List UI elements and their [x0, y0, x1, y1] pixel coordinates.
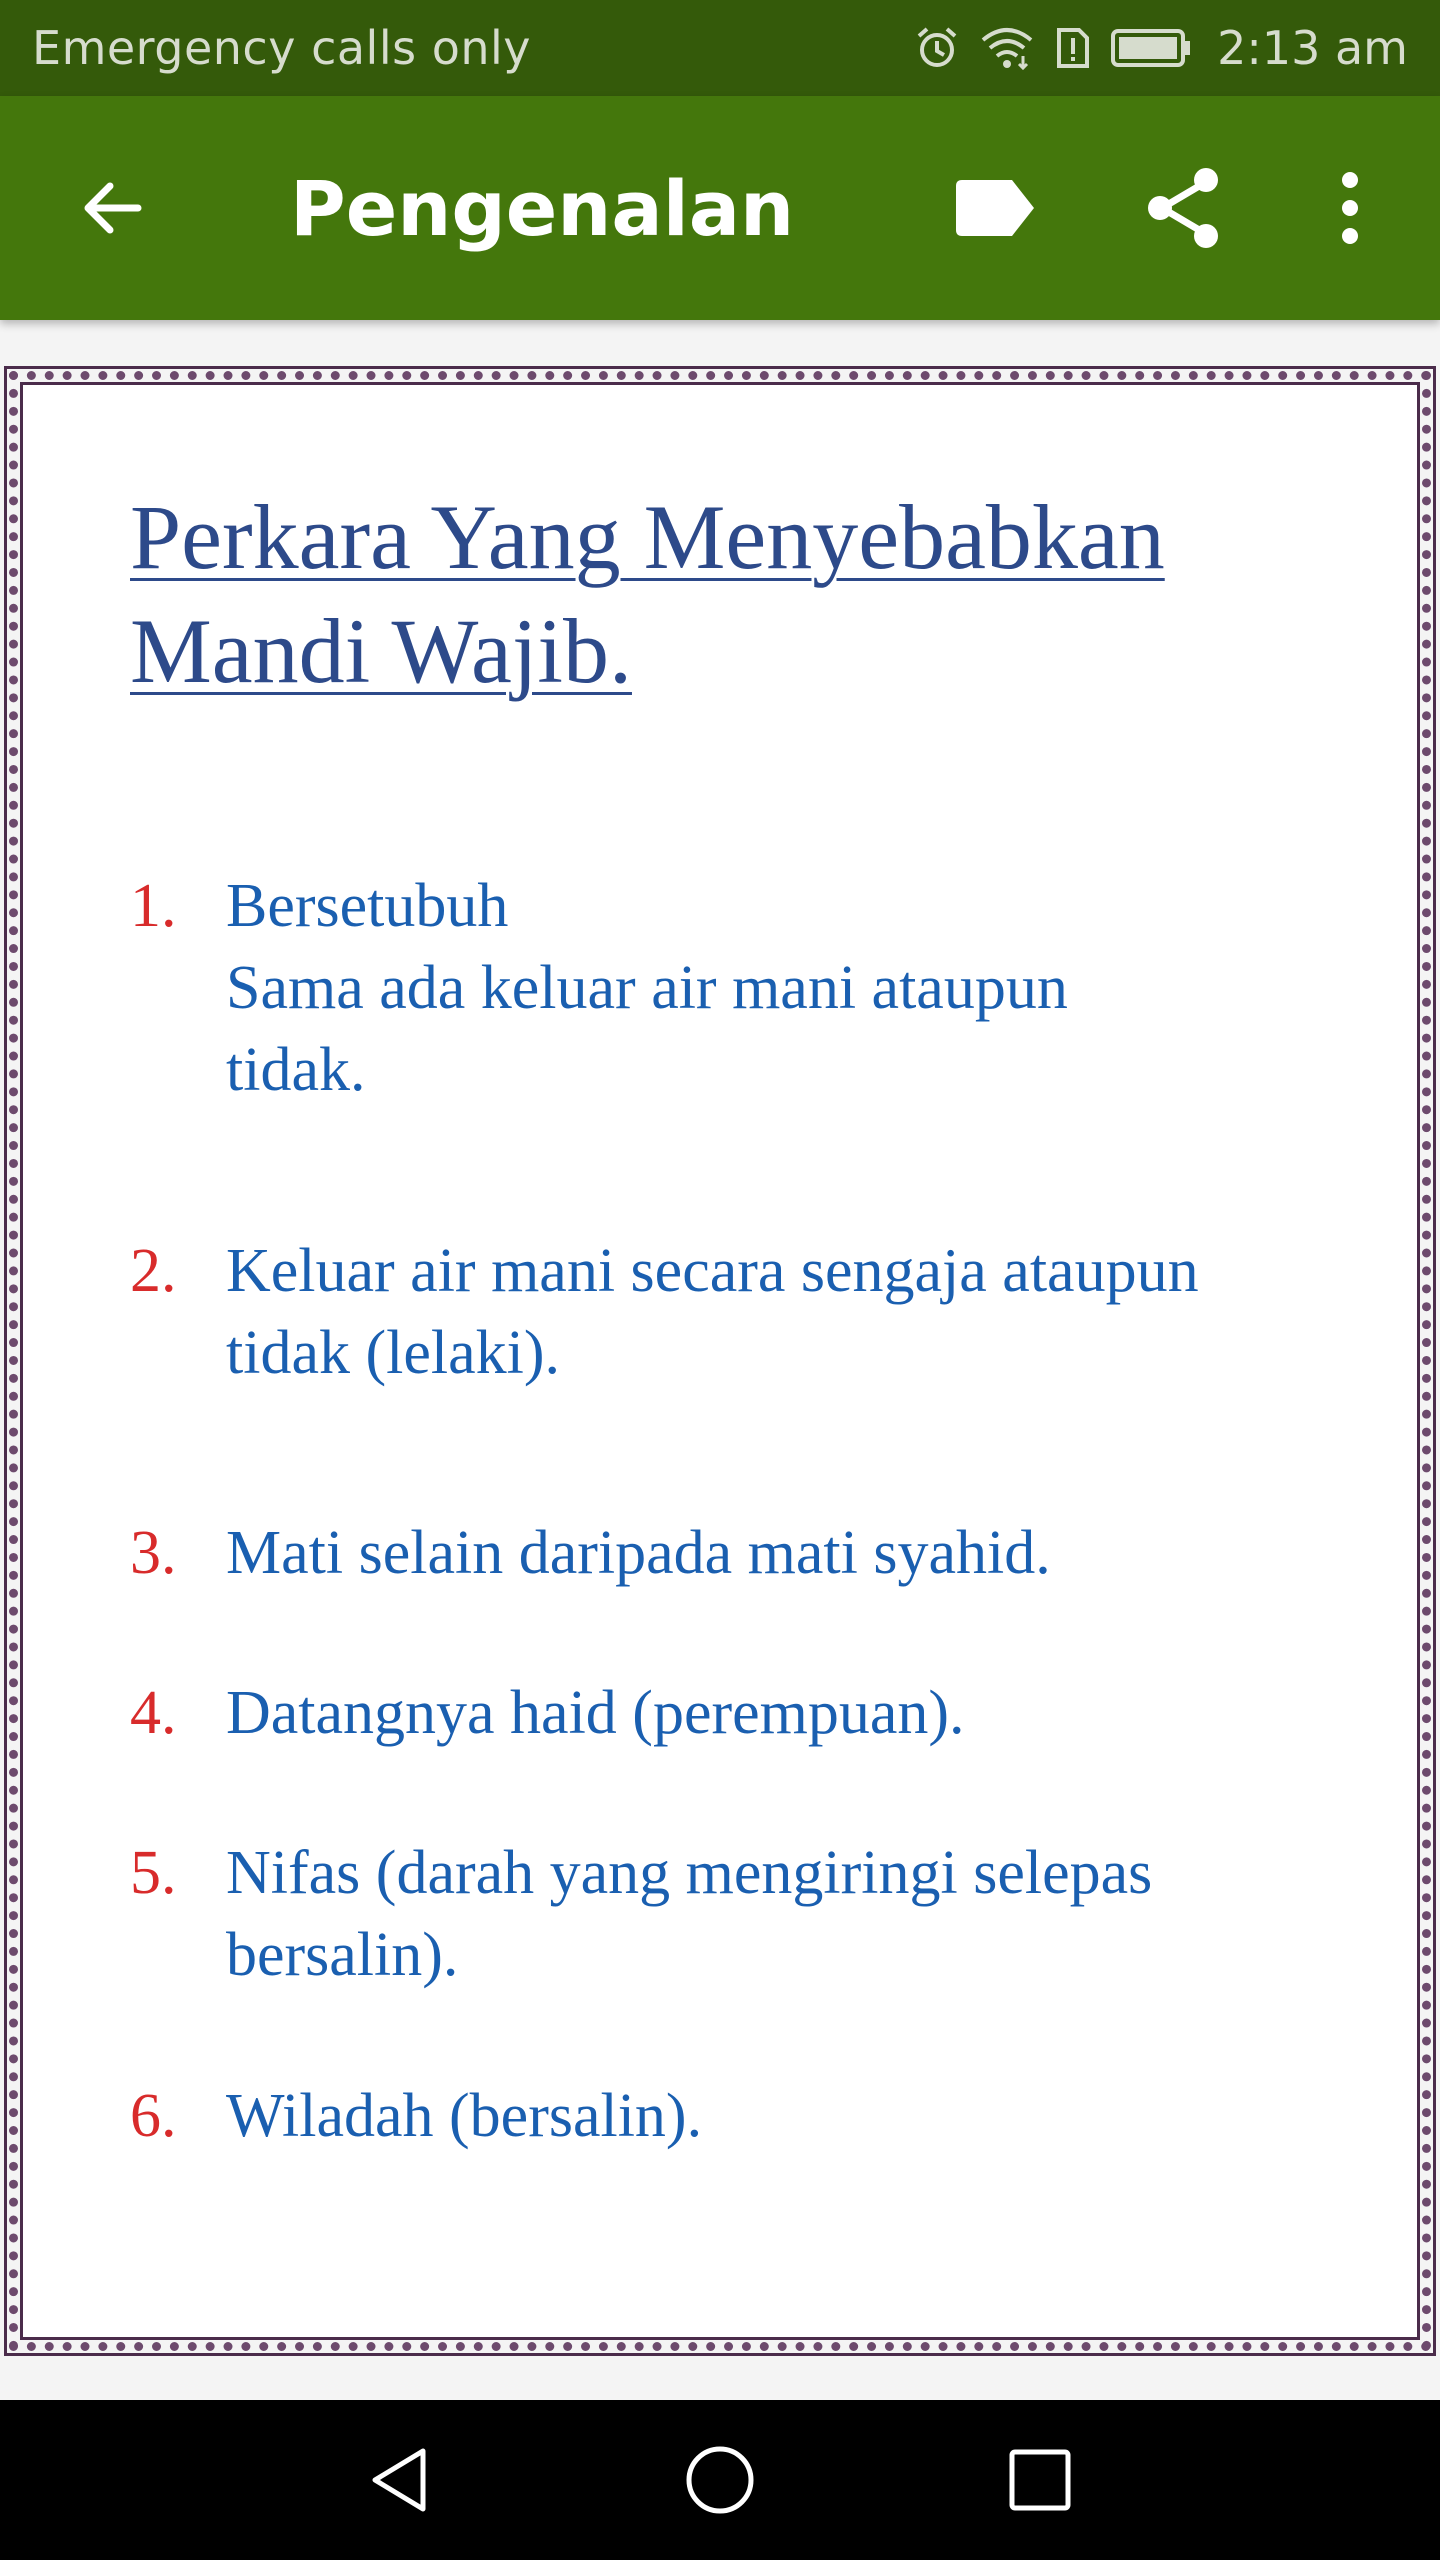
wifi-icon [979, 26, 1035, 70]
list-number: 2. [130, 1237, 177, 1305]
arrow-back-icon [76, 172, 148, 244]
share-icon [1144, 166, 1224, 250]
more-vert-icon [1338, 170, 1362, 246]
status-bar [0, 0, 1440, 96]
back-triangle-icon [365, 2445, 435, 2515]
label-button[interactable] [940, 96, 1052, 320]
list-number: 5. [130, 1839, 177, 1907]
list-text: tidak (lelaki). [226, 1319, 560, 1387]
list-text: Mati selain daripada mati syahid. [226, 1519, 1051, 1587]
label-icon [954, 176, 1038, 240]
list-text: Wiladah (bersalin). [226, 2082, 703, 2150]
list-text: Datangnya haid (perempuan). [226, 1679, 965, 1747]
document-heading [130, 480, 1280, 708]
back-button[interactable] [56, 96, 168, 320]
heading-line: Mandi Wajib. [130, 600, 632, 702]
list-text: Sama ada keluar air mani ataupun [226, 954, 1068, 1022]
sim-alert-icon [1055, 26, 1091, 70]
heading-line: Perkara Yang Menyebabkan [130, 486, 1165, 588]
app-toolbar [0, 96, 1440, 320]
list-number: 4. [130, 1679, 177, 1747]
list-text: Nifas (darah yang mengiringi selepas [226, 1839, 1153, 1907]
nav-back-button[interactable] [320, 2400, 480, 2560]
list-number: 1. [130, 872, 177, 940]
nav-recents-button[interactable] [960, 2400, 1120, 2560]
alarm-icon [915, 26, 959, 70]
list-number: 6. [130, 2082, 177, 2150]
recents-square-icon [1008, 2448, 1072, 2512]
list-text: tidak. [226, 1036, 366, 1104]
more-options-button[interactable] [1294, 96, 1406, 320]
system-nav-bar [0, 2400, 1440, 2560]
nav-home-button[interactable] [640, 2400, 800, 2560]
status-icons [915, 21, 1408, 75]
page-title: Pengenalan [290, 163, 795, 253]
home-circle-icon [684, 2444, 756, 2516]
battery-icon [1111, 28, 1191, 68]
list-text: bersalin). [226, 1921, 459, 1989]
share-button[interactable] [1128, 96, 1240, 320]
list-number: 3. [130, 1519, 177, 1587]
list-text: Bersetubuh [226, 872, 509, 940]
clock: 2:13 am [1217, 21, 1408, 75]
list-text: Keluar air mani secara sengaja ataupun [226, 1237, 1199, 1305]
carrier-text: Emergency calls only [32, 21, 531, 75]
